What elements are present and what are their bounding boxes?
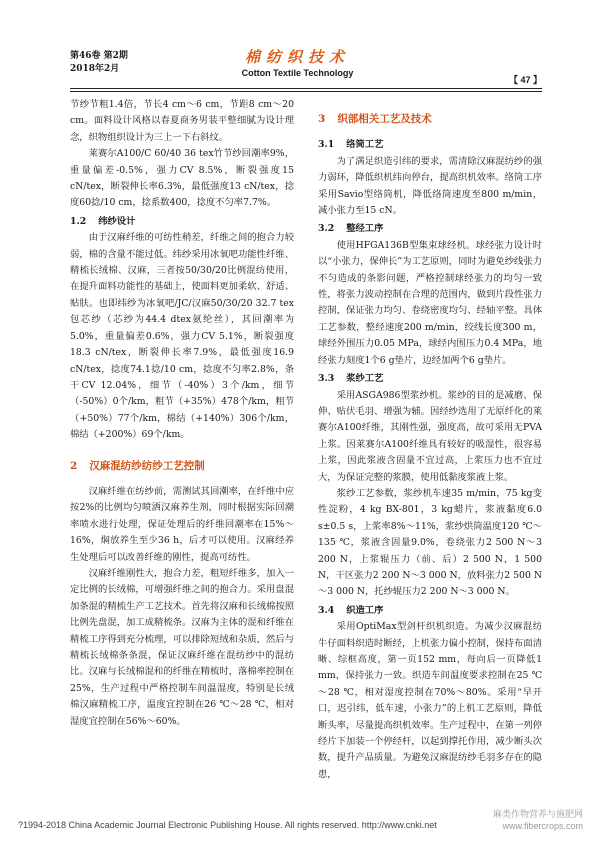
section-title: 整经工序	[346, 223, 384, 235]
issue-date: 2018年2月	[70, 64, 120, 74]
body-paragraph: 莱赛尔A100/C 60/40 36 tex竹节纱回潮率9%，重量偏差-0.5%，强力CV 8.5%，断裂强度15 cN/tex，断裂伸长率6.3%，最低强度13 cN/tex，捻度60捻/10 cm，捻系数400，捻度不匀率7.7%。	[70, 148, 294, 209]
body-paragraph: 由于汉麻纤维的可纺性稍差，纤维之间的抱合力较弱，棉的含量不能过低。纬纱采用冰氧吧功能性纤维、精梳长绒棉、汉麻，三者按50/30/20比例混纺使用，在提升面料功能性的基础上，使面料更加柔软、舒适、贴肤。也即纬纱为冰氧吧/JC/汉麻50/30/20 32.7 tex包芯纱（芯纱为44.4 dtex氨纶丝），其回潮率为5.0%，重量偏差0.6%，强力CV 5.1%，断裂强度18.3 cN/tex，断裂伸长率7.9%，最低强度16.9 cN/tex，捻度74.1捻/10 cm，捻度不匀率2.8%，条干CV 12.04%，细节（-40%）3个/km，细节（-50%）0个/km，粗节（+35%）478个/km，粗节（+50%）77个/km，棉结（+140%）306个/km，棉结（+200%）69个/km。	[70, 232, 294, 441]
body-paragraph: 汉麻纤维刚性大，抱合力差，粗短纤维多，加入一定比例的长绒棉，可增强纤维之间的抱合力。采用盘混加条混的精梳生产工艺技术。首先将汉麻和长绒棉按照比例先盘混，加工成精梳条。汉麻为主体的混和纤维在精梳工序得到充分梳理，可以排除短绒和杂质，然后与精梳长绒棉条条混，保证汉麻纤维在混纺纱中的混纺比。汉麻与长绒棉混和的纤维在精梳时，落棉率控制在25%，生产过程中严格控制车间温湿度，特别是长绒棉汉麻精梳工序，温度宜控制在26 ℃～28 ℃，相对湿度宜控制在56%～60%。	[70, 567, 294, 727]
section-heading	[318, 603, 542, 619]
section-number: 3.1	[318, 139, 335, 151]
body-paragraph: 使用HFGA136B型集束球经机。球经张力设计时以“小张力，保伸长”为工艺原则，同时为避免纱线张力不匀造成的条影问题，严格控制球经张力的均匀一致性，将张力波动控制在合理的范围内，做到片段性张力控制，保证张力均匀、卷绕密度均匀、经轴平整。具体工艺参数，整经速度200 m/min，绞线长度300 m，球经外围压力0.05 MPa，球经内围压力0.4 MPa，地经张力刻度1个6 g垫片，边经加两个6 g垫片。	[318, 239, 542, 366]
journal-title-block	[0, 46, 595, 78]
volume-issue: 第46卷 第2期	[70, 51, 128, 61]
watermark-url: www.fibercrops.com	[502, 821, 583, 831]
section-heading	[318, 111, 542, 127]
body-paragraph: 浆纱工艺参数，浆纱机车速35 m/min，75 kg变性淀粉，4 kg BX-801，3 kg蜡片，浆液黏度6.0 s±0.5 s，上浆率8%～11%，浆纱烘筒温度120 ℃～135 ℃，浆液含固量9.0%，卷绕张力2 500 N～3 200 N，上浆辊压力（前、后）2 500 N，1 500 N，干区张力2 200 N～3 000 N，放料张力2 500 N～3 000 N，托纱辊压力2 200 N～3 000 N。	[318, 487, 542, 598]
section-title: 织造工序	[346, 604, 384, 616]
section-title: 络筒工艺	[346, 139, 384, 151]
page-number: 【 47 】	[508, 75, 542, 85]
journal-title-cn: 棉纺织技术	[244, 48, 350, 66]
section-heading	[318, 371, 542, 387]
body-paragraph: 节纱节粗1.4倍，节长4 cm～6 cm，节距8 cm～20 cm。面料设计风格以春夏商务男装平整细腻为设计理念，织物组织设计为三上一下右斜纹。	[70, 99, 294, 143]
section-heading	[318, 221, 542, 237]
section-title: 浆纱工艺	[346, 373, 384, 385]
header-rule-thin	[70, 91, 542, 92]
section-title: 纬纱设计	[98, 215, 136, 227]
right-column	[318, 97, 542, 783]
site-watermark	[493, 808, 583, 832]
section-title: 汉麻混纺纱纺纱工艺控制	[89, 459, 205, 472]
section-number: 3	[318, 113, 326, 125]
journal-title-en: Cotton Textile Technology	[241, 68, 354, 78]
body-paragraph: 为了满足织造引纬的要求，需清除汉麻混纺纱的强力弱环，降低织机纬向停台，提高织机效率。络筒工序采用Savio型络筒机，降低络筒速度至800 m/min，减小张力至15 cN。	[318, 155, 542, 217]
section-title: 织部相关工艺及技术	[337, 113, 432, 125]
watermark-cn: 麻类作物营养与施肥网	[492, 809, 583, 819]
section-heading	[70, 214, 294, 230]
section-number: 3.4	[318, 604, 335, 616]
body-paragraph: 采用ASGA986型浆纱机。浆纱的目的是减磨、保伸、贴伏毛羽、增强为辅。因经纱选用了无原纤化的莱赛尔A100纤维，其刚性强，强度高，故可采用无PVA上浆。因莱赛尔A100纤维具有较好的吸湿性，很容易上浆，因此浆液含固量不宜过高，上浆压力也不宜过大，为保证完整的浆膜，使用低黏度浆液上浆。	[318, 389, 542, 483]
copyright-footer: ?1994-2018 China Academic Journal Electronic Publishing House. All rights reserved. http://www.cnki.net	[18, 820, 437, 830]
section-heading	[318, 137, 542, 153]
body-paragraph: 汉麻纤维在纺纱前，需测试其回潮率，在纤维中应按2%的比例均匀喷洒汉麻养生剂，同时根据实际回潮率喷水进行处理，保证处理后的纤维回潮率在15%～16%，焖放养生至少36 h，后才可以使用。汉麻经养生处理后可以改善纤维的刚性，提高可纺性。	[70, 485, 294, 563]
section-number: 2	[70, 459, 78, 472]
section-number: 3.3	[318, 373, 335, 385]
body-paragraph: 采用OptiMax型剑杆织机织造。为减少汉麻混纺牛仔面料织造时断经，上机张力偏小控制，保持布面清晰、综框高度，第一页152 mm，每向后一页降低1 mm，保持张力一致。织造车间温度要求控制在25 ℃～28 ℃，相对湿度控制在70%～80%。采用“早开口，迟引纬，低车速，小张力”的上机工艺原则，降低断头率，尽量提高织机效率。生产过程中，在第一列停经片下加装一个停经杆，以起到撑托作用，减少断头次数，提升产品质量。为避免汉麻混纺纱毛羽多存在的隐患，	[318, 621, 542, 780]
left-column	[70, 97, 294, 730]
section-number: 1.2	[70, 215, 87, 227]
section-number: 3.2	[318, 223, 335, 235]
header-rule	[70, 88, 542, 89]
section-heading	[70, 458, 294, 474]
